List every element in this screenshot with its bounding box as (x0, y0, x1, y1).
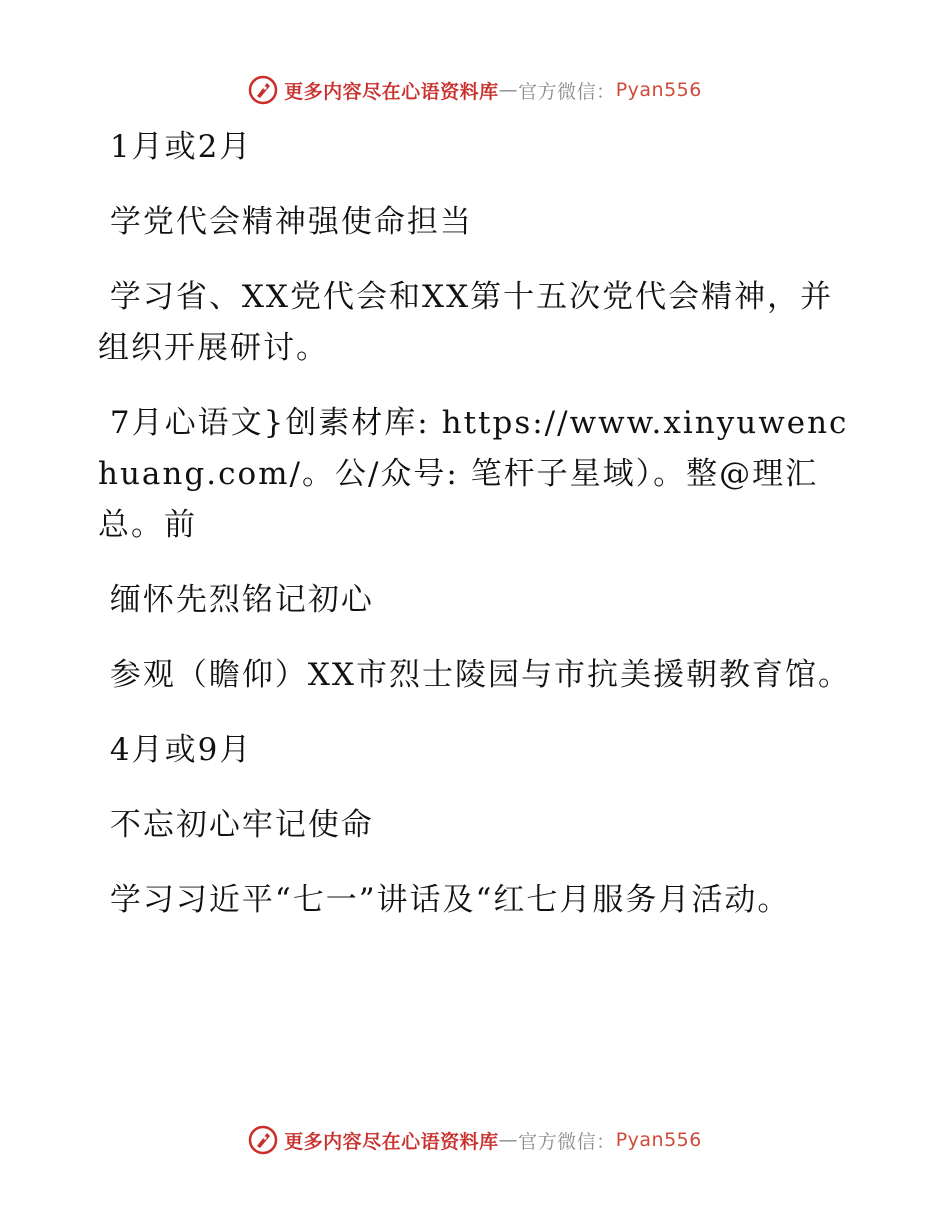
paragraph-activity-3: 学习习近平“七一”讲话及“红七月服务月活动。 (98, 882, 791, 918)
paragraph-theme-1: 学党代会精神强使命担当 (98, 204, 473, 240)
paragraph-month-3: 4月或9月 (98, 732, 253, 768)
header-banner (0, 70, 950, 110)
banner-separator: — (498, 1129, 519, 1151)
banner-wechat-id: Pyan556 (615, 79, 702, 101)
banner-label: 官方微信： (518, 80, 616, 103)
banner-separator: — (498, 79, 519, 101)
paragraph-activity-1: 学习省、XX党代会和XX第十五次党代会精神，并组织开展研讨。 (98, 279, 834, 366)
document-body (98, 122, 858, 950)
paragraph-theme-3: 不忘初心牢记使命 (98, 807, 374, 843)
paragraph-theme-2: 缅怀先烈铭记初心 (98, 582, 374, 618)
banner-wechat-id: Pyan556 (615, 1129, 702, 1151)
paragraph-activity-2: 参观（瞻仰）XX市烈士陵园与市抗美援朝教育馆。 (98, 657, 851, 693)
paragraph-month-2: 7月心语文}创素材库: https://www.xinyuwenchuang.com/。公/众号: 笔杆子星域）。整@理汇总。前 (98, 405, 849, 543)
pen-nib-logo-icon (248, 75, 278, 105)
banner-main-text: 更多内容尽在心语资料库 (284, 1130, 499, 1153)
banner-label: 官方微信： (518, 1130, 616, 1153)
banner-main-text: 更多内容尽在心语资料库 (284, 80, 499, 103)
paragraph-month-1: 1月或2月 (98, 129, 253, 165)
pen-nib-logo-icon (248, 1125, 278, 1155)
footer-banner (0, 1120, 950, 1160)
